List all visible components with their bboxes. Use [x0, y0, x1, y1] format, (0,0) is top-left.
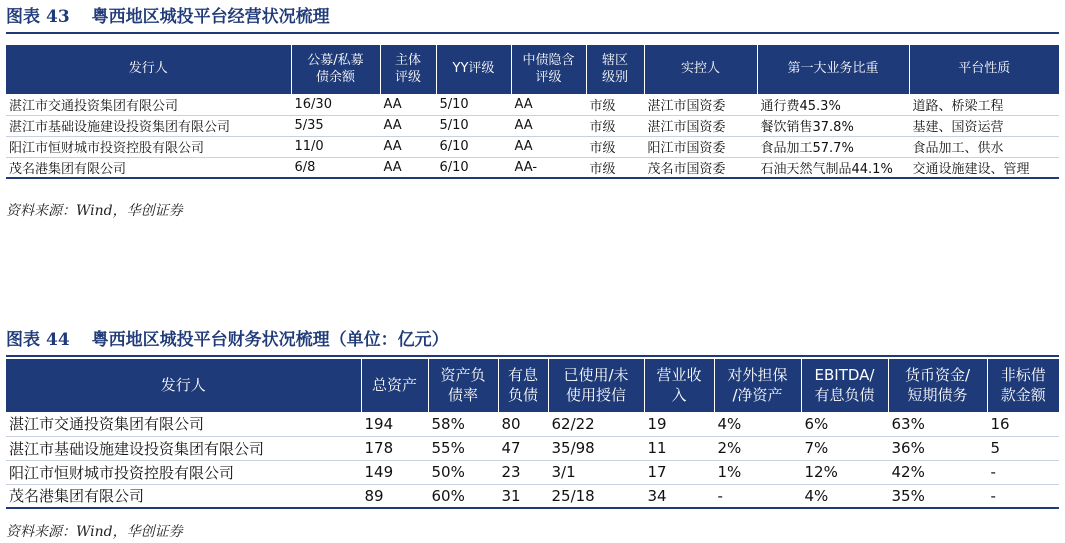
table-cell: 194 [361, 412, 428, 436]
table-cell: 阳江市国资委 [644, 136, 757, 157]
table-cell: 交通设施建设、管理 [909, 157, 1059, 178]
table-cell: 阳江市恒财城市投资控股有限公司 [6, 136, 291, 157]
table-cell: 阳江市恒财城市投资控股有限公司 [6, 460, 361, 484]
table-cell: 50% [428, 460, 498, 484]
column-header: 发行人 [6, 359, 361, 412]
table-cell: 石油天然气制品44.1% [757, 157, 909, 178]
column-header: 实控人 [644, 45, 757, 94]
table-cell: 178 [361, 436, 428, 460]
table-cell: AA [380, 115, 436, 136]
table-cell: AA [511, 94, 586, 115]
table-cell: 5/10 [436, 94, 511, 115]
table-cell: AA [380, 136, 436, 157]
table-cell: 149 [361, 460, 428, 484]
financials-table-body [6, 412, 1059, 508]
table-cell: 茂名市国资委 [644, 157, 757, 178]
column-header: 营业收 入 [644, 359, 714, 412]
table-cell: 6/10 [436, 136, 511, 157]
table-cell: 12% [801, 460, 888, 484]
operations-table-body [6, 94, 1059, 178]
table-cell: 湛江市国资委 [644, 115, 757, 136]
table-cell: 7% [801, 436, 888, 460]
table-cell: 16 [987, 412, 1059, 436]
table-cell: 58% [428, 412, 498, 436]
column-header: 已使用/未 使用授信 [548, 359, 644, 412]
column-header: 主体 评级 [380, 45, 436, 94]
figure-44-rule [6, 355, 1059, 357]
column-header: EBITDA/ 有息负债 [801, 359, 888, 412]
table-cell: 通行费45.3% [757, 94, 909, 115]
table-cell: - [987, 460, 1059, 484]
column-header: 中债隐含 评级 [511, 45, 586, 94]
column-header: YY评级 [436, 45, 511, 94]
table-cell: 道路、桥梁工程 [909, 94, 1059, 115]
column-header: 发行人 [6, 45, 291, 94]
financials-table-header [6, 359, 1059, 412]
table-cell: 16/30 [291, 94, 380, 115]
figure-43-number: 43 [46, 7, 70, 27]
table-cell: AA- [511, 157, 586, 178]
figure-44-source: 资料来源：Wind，华创证券 [6, 524, 183, 540]
table-row [6, 94, 1059, 115]
table-cell: 19 [644, 412, 714, 436]
table-cell: 42% [888, 460, 987, 484]
column-header: 资产负 债率 [428, 359, 498, 412]
figure-43-label: 图表 [6, 7, 40, 27]
table-cell: 60% [428, 484, 498, 508]
table-row [6, 157, 1059, 178]
column-header: 非标借 款金额 [987, 359, 1059, 412]
table-row [6, 412, 1059, 436]
table-cell: 2% [714, 436, 801, 460]
table-cell: 36% [888, 436, 987, 460]
table-row [6, 115, 1059, 136]
table-cell: 6/10 [436, 157, 511, 178]
table-cell: 5/10 [436, 115, 511, 136]
table-cell: 63% [888, 412, 987, 436]
table-row [6, 460, 1059, 484]
table-row [6, 136, 1059, 157]
table-cell: 5/35 [291, 115, 380, 136]
table-cell: AA [511, 115, 586, 136]
column-header: 公募/私募 债余额 [291, 45, 380, 94]
table-cell: 食品加工57.7% [757, 136, 909, 157]
table-cell: 餐饮销售37.8% [757, 115, 909, 136]
table-cell: 湛江市国资委 [644, 94, 757, 115]
figure-43-rule [6, 32, 1059, 34]
table-cell: 食品加工、供水 [909, 136, 1059, 157]
column-header: 对外担保 /净资产 [714, 359, 801, 412]
table-cell: AA [380, 157, 436, 178]
table-cell: 35/98 [548, 436, 644, 460]
table-cell: AA [380, 94, 436, 115]
table-cell: 4% [714, 412, 801, 436]
table-cell: 17 [644, 460, 714, 484]
figure-44-caption [6, 327, 1059, 353]
table-cell: 市级 [586, 157, 644, 178]
column-header: 有息 负债 [498, 359, 548, 412]
figure-44-number: 44 [46, 330, 70, 350]
table-cell: 47 [498, 436, 548, 460]
table-cell: 6/8 [291, 157, 380, 178]
table-cell: 湛江市交通投资集团有限公司 [6, 412, 361, 436]
operations-table-header [6, 45, 1059, 94]
table-cell: 市级 [586, 136, 644, 157]
financials-table [6, 359, 1059, 509]
column-header: 平台性质 [909, 45, 1059, 94]
figure-44-label: 图表 [6, 330, 40, 350]
table-cell: 55% [428, 436, 498, 460]
table-cell: - [714, 484, 801, 508]
table-cell: 茂名港集团有限公司 [6, 484, 361, 508]
table-cell: 89 [361, 484, 428, 508]
column-header: 第一大业务比重 [757, 45, 909, 94]
table-cell: 4% [801, 484, 888, 508]
figure-43-source: 资料来源：Wind，华创证券 [6, 203, 183, 219]
figure-43-caption [6, 4, 1059, 30]
table-cell: 11/0 [291, 136, 380, 157]
table-cell: 5 [987, 436, 1059, 460]
table-cell: 11 [644, 436, 714, 460]
table-cell: 茂名港集团有限公司 [6, 157, 291, 178]
table-cell: 湛江市基础设施建设投资集团有限公司 [6, 115, 291, 136]
table-cell: 80 [498, 412, 548, 436]
column-header: 辖区 级别 [586, 45, 644, 94]
figure-44-title: 粤西地区城投平台财务状况梳理（单位：亿元） [91, 330, 449, 350]
operations-table [6, 45, 1059, 179]
table-cell: 3/1 [548, 460, 644, 484]
table-row [6, 484, 1059, 508]
table-cell: 62/22 [548, 412, 644, 436]
column-header: 总资产 [361, 359, 428, 412]
table-cell: 34 [644, 484, 714, 508]
table-cell: 基建、国资运营 [909, 115, 1059, 136]
table-cell: 31 [498, 484, 548, 508]
table-cell: 23 [498, 460, 548, 484]
table-cell: 35% [888, 484, 987, 508]
table-cell: 6% [801, 412, 888, 436]
table-cell: 市级 [586, 94, 644, 115]
figure-43-title: 粤西地区城投平台经营状况梳理 [91, 7, 330, 27]
column-header: 货币资金/ 短期债务 [888, 359, 987, 412]
table-cell: 湛江市交通投资集团有限公司 [6, 94, 291, 115]
table-cell: - [987, 484, 1059, 508]
table-row [6, 436, 1059, 460]
table-cell: 1% [714, 460, 801, 484]
table-cell: AA [511, 136, 586, 157]
table-cell: 市级 [586, 115, 644, 136]
table-cell: 25/18 [548, 484, 644, 508]
table-cell: 湛江市基础设施建设投资集团有限公司 [6, 436, 361, 460]
